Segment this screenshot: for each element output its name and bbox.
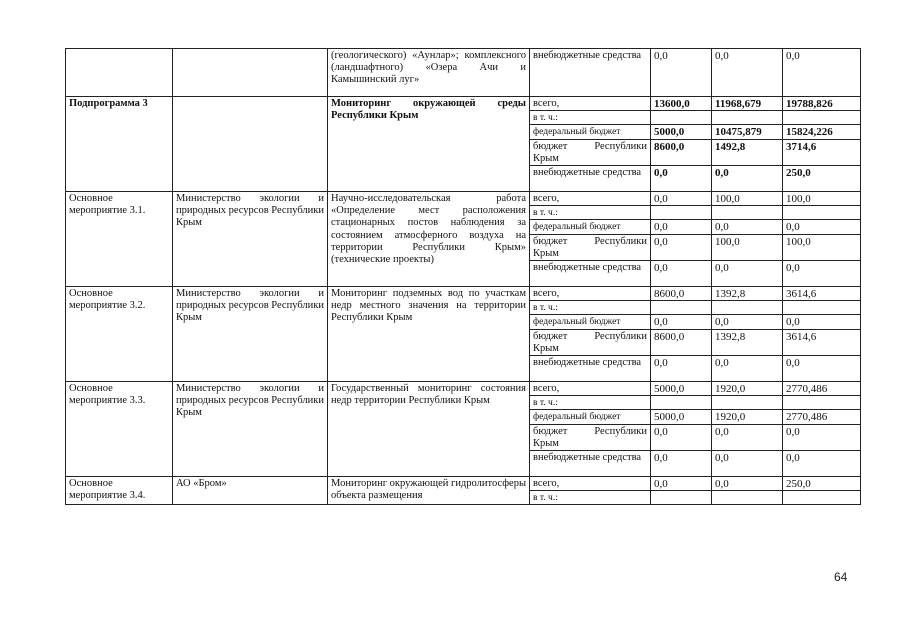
value-2015-cell [651,206,712,220]
funding-source-cell: бюджет Республики Крым [530,234,651,260]
value-2017-cell: 3714,6 [783,139,861,165]
funding-source-cell: всего, [530,97,651,111]
funding-source-cell: в т. ч.: [530,206,651,220]
value-2015-cell: 0,0 [651,424,712,450]
value-2016-cell: 10475,879 [712,125,783,139]
budget-table-body [66,49,861,505]
value-2016-cell [712,301,783,315]
executor-cell: Министерство экологии и природных ресурсов Республики Крым [173,382,328,477]
executor-cell [173,97,328,192]
funding-source-cell: федеральный бюджет [530,125,651,139]
value-2017-cell [783,111,861,125]
value-2017-cell [783,301,861,315]
value-2015-cell [651,396,712,410]
value-2017-cell: 100,0 [783,192,861,206]
value-2015-cell: 8600,0 [651,287,712,301]
value-2016-cell: 11968,679 [712,97,783,111]
funding-source-cell: внебюджетные средства [530,356,651,382]
value-2017-cell: 100,0 [783,234,861,260]
funding-source-cell: в т. ч.: [530,111,651,125]
value-2015-cell: 0,0 [651,315,712,329]
table-row [66,192,861,206]
value-2016-cell: 0,0 [712,49,783,97]
executor-cell: Министерство экологии и природных ресурсов Республики Крым [173,192,328,287]
value-2017-cell: 0,0 [783,49,861,97]
value-2016-cell [712,491,783,505]
value-2017-cell: 0,0 [783,315,861,329]
funding-source-cell: всего, [530,192,651,206]
funding-source-cell: в т. ч.: [530,491,651,505]
value-2015-cell [651,301,712,315]
value-2017-cell: 2770,486 [783,382,861,396]
funding-source-cell: внебюджетные средства [530,451,651,477]
value-2016-cell: 0,0 [712,220,783,234]
value-2016-cell: 0,0 [712,451,783,477]
value-2017-cell: 0,0 [783,356,861,382]
value-2015-cell: 13600,0 [651,97,712,111]
value-2017-cell: 3614,6 [783,287,861,301]
value-2015-cell: 0,0 [651,234,712,260]
funding-source-cell: внебюджетные средства [530,49,651,97]
event-description-cell: Мониторинг подземных вод по участкам недр местного значения на территории Республики Крым [328,287,530,382]
value-2015-cell [651,111,712,125]
value-2016-cell: 1492,8 [712,139,783,165]
value-2015-cell: 5000,0 [651,410,712,424]
value-2016-cell: 100,0 [712,234,783,260]
event-description-cell: (геологического) «Аунлар»; комплексного (ландшафтного) «Озера Ачи и Камышинский луг» [328,49,530,97]
value-2016-cell: 0,0 [712,477,783,491]
event-description-cell: Мониторинг окружающей гидролитосферы объекта размещения [328,477,530,505]
value-2015-cell: 5000,0 [651,382,712,396]
table-row [66,49,861,97]
value-2015-cell: 0,0 [651,261,712,287]
value-2016-cell [712,206,783,220]
page-number: 64 [834,570,848,584]
value-2015-cell [651,491,712,505]
value-2016-cell: 1392,8 [712,329,783,355]
event-description-cell: Государственный мониторинг состояния недр территории Республики Крым [328,382,530,477]
value-2017-cell: 15824,226 [783,125,861,139]
funding-source-cell: всего, [530,287,651,301]
value-2015-cell: 0,0 [651,477,712,491]
value-2015-cell: 0,0 [651,192,712,206]
value-2015-cell: 8600,0 [651,329,712,355]
value-2017-cell: 250,0 [783,166,861,192]
value-2017-cell: 0,0 [783,451,861,477]
funding-source-cell: бюджет Республики Крым [530,424,651,450]
value-2016-cell: 0,0 [712,424,783,450]
program-name-cell: Основное мероприятие 3.3. [66,382,173,477]
value-2016-cell: 1392,8 [712,287,783,301]
value-2017-cell [783,206,861,220]
value-2015-cell: 0,0 [651,166,712,192]
value-2017-cell: 3614,6 [783,329,861,355]
funding-source-cell: внебюджетные средства [530,261,651,287]
funding-source-cell: бюджет Республики Крым [530,329,651,355]
value-2017-cell [783,491,861,505]
value-2017-cell [783,396,861,410]
event-description-cell: Мониторинг окружающей среды Республики Крым [328,97,530,192]
funding-source-cell: в т. ч.: [530,301,651,315]
funding-source-cell: федеральный бюджет [530,220,651,234]
value-2017-cell: 0,0 [783,220,861,234]
value-2017-cell: 250,0 [783,477,861,491]
executor-cell [173,49,328,97]
program-name-cell [66,49,173,97]
value-2015-cell: 8600,0 [651,139,712,165]
value-2016-cell: 1920,0 [712,410,783,424]
executor-cell: Министерство экологии и природных ресурсов Республики Крым [173,287,328,382]
funding-source-cell: федеральный бюджет [530,315,651,329]
funding-source-cell: бюджет Республики Крым [530,139,651,165]
value-2016-cell: 0,0 [712,356,783,382]
value-2017-cell: 2770,486 [783,410,861,424]
value-2017-cell: 19788,826 [783,97,861,111]
value-2015-cell: 5000,0 [651,125,712,139]
table-row [66,477,861,491]
program-name-cell: Основное мероприятие 3.2. [66,287,173,382]
funding-source-cell: всего, [530,477,651,491]
budget-table [65,48,861,505]
value-2017-cell: 0,0 [783,261,861,287]
value-2016-cell: 0,0 [712,261,783,287]
value-2016-cell: 1920,0 [712,382,783,396]
value-2015-cell: 0,0 [651,49,712,97]
value-2015-cell: 0,0 [651,220,712,234]
value-2017-cell: 0,0 [783,424,861,450]
funding-source-cell: внебюджетные средства [530,166,651,192]
value-2016-cell [712,111,783,125]
table-row [66,287,861,301]
value-2016-cell [712,396,783,410]
funding-source-cell: всего, [530,382,651,396]
value-2016-cell: 100,0 [712,192,783,206]
value-2015-cell: 0,0 [651,451,712,477]
event-description-cell: Научно-исследовательская работа «Определение мест расположения стационарных постов наблюдения за состоянием атмосферного воздуха на территории Республики Крым» (технические проекты) [328,192,530,287]
funding-source-cell: федеральный бюджет [530,410,651,424]
value-2015-cell: 0,0 [651,356,712,382]
funding-source-cell: в т. ч.: [530,396,651,410]
value-2016-cell: 0,0 [712,166,783,192]
program-name-cell: Подпрограмма 3 [66,97,173,192]
table-row [66,97,861,111]
value-2016-cell: 0,0 [712,315,783,329]
program-name-cell: Основное мероприятие 3.4. [66,477,173,505]
program-name-cell: Основное мероприятие 3.1. [66,192,173,287]
table-row [66,382,861,396]
executor-cell: АО «Бром» [173,477,328,505]
